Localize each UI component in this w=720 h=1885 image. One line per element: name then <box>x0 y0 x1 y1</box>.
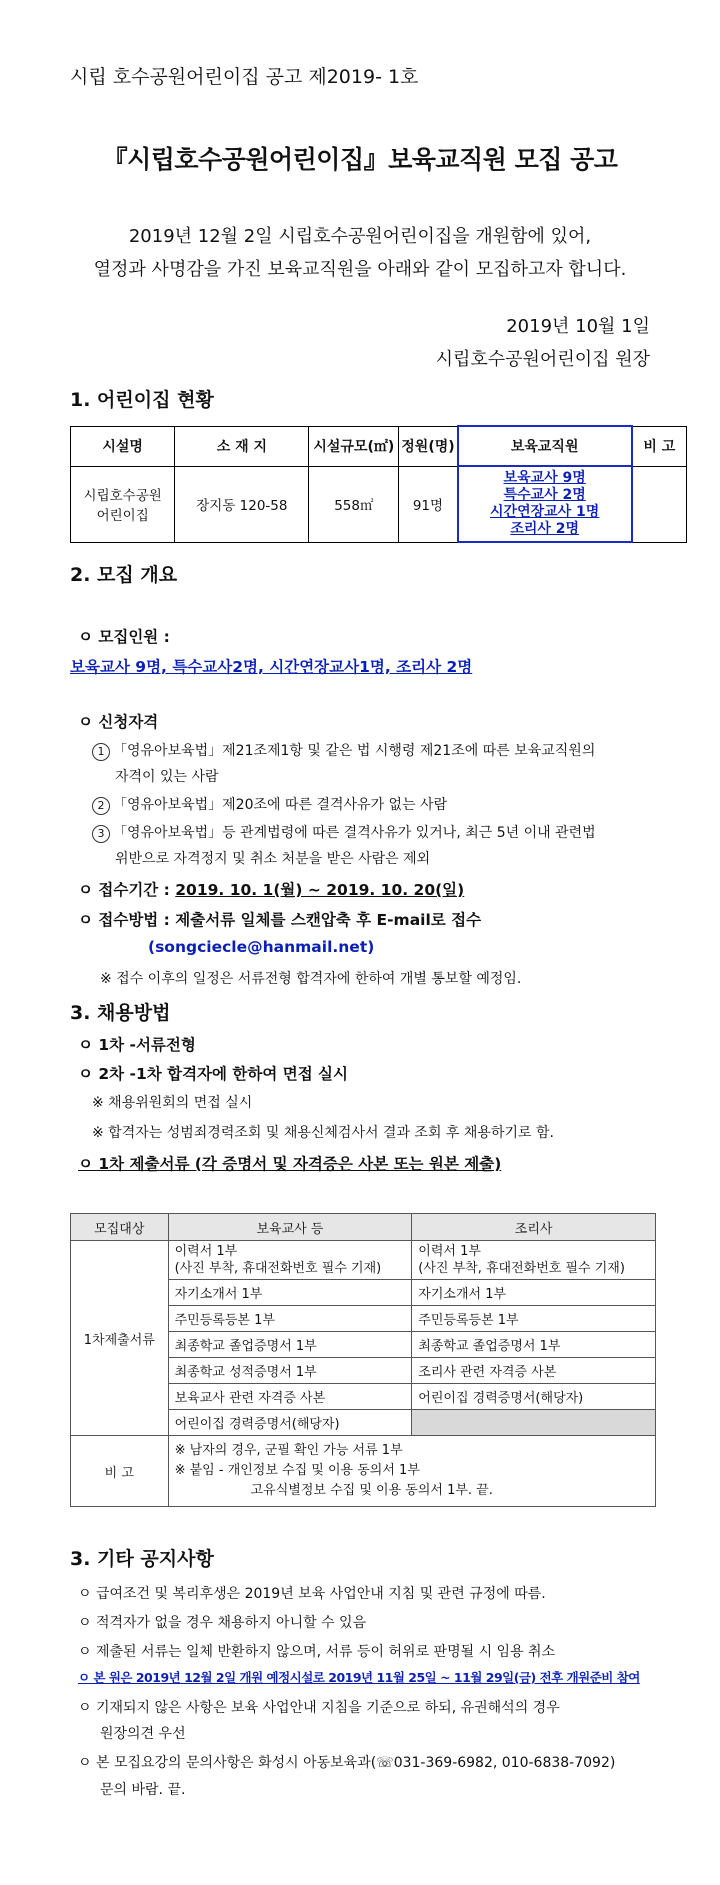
cell-capacity: 91명 <box>399 466 458 542</box>
docs-cell: 보육교사 관련 자격증 사본 <box>168 1384 412 1410</box>
cell-note <box>632 466 687 542</box>
remark-cell: ※ 남자의 경우, 군필 확인 가능 서류 1부 ※ 붙임 - 개인정보 수집 및 이용 동의서 1부 고유식별정보 수집 및 이용 동의서 1부. 끝. <box>168 1436 655 1507</box>
docs-header-target: 모집대상 <box>71 1214 169 1241</box>
docs-cell-empty <box>412 1410 656 1436</box>
step-1: ㅇ 1차 -서류전형 <box>78 1036 196 1054</box>
docs-cell: 자기소개서 1부 <box>412 1280 656 1306</box>
header-staff: 보육교직원 <box>458 426 632 466</box>
recruit-label: ㅇ 모집인원 : <box>78 628 170 646</box>
cell-location: 장지동 120-58 <box>175 466 309 542</box>
qualification-1-cont: 자격이 있는 사람 <box>115 769 219 785</box>
docs-cell: 최종학교 졸업증명서 1부 <box>168 1332 412 1358</box>
header-name: 시설명 <box>71 426 175 466</box>
step-2: ㅇ 2차 -1차 합격자에 한하여 면접 실시 <box>78 1065 349 1083</box>
docs-cell: 어린이집 경력증명서(해당자) <box>168 1410 412 1436</box>
notice-item-1: ㅇ 급여조건 및 복리후생은 2019년 보육 사업안내 지침 및 관련 규정에 따름. <box>78 1586 546 1602</box>
documents-table <box>70 1213 656 1507</box>
qualification-2: 2 「영유아보육법」제20조에 따른 결격사유가 없는 사람 <box>92 794 447 815</box>
email-link[interactable]: (songciecle@hanmail.net) <box>148 938 375 956</box>
facility-table <box>70 425 687 543</box>
period-row: ㅇ 접수기간 : 2019. 10. 1(월) ~ 2019. 10. 20(일) <box>78 881 465 899</box>
docs-cell: 주민등록등본 1부 <box>168 1306 412 1332</box>
qualification-3: 3 「영유아보육법」등 관계법령에 따른 결격사유가 있거나, 최근 5년 이내 관련법 <box>92 822 596 843</box>
header-capacity: 정원(명) <box>399 426 458 466</box>
recruit-value: 보육교사 9명, 특수교사2명, 시간연장교사1명, 조리사 2명 <box>70 658 473 676</box>
docs-header-cook: 조리사 <box>412 1214 656 1241</box>
notice-number: 시립 호수공원어린이집 공고 제2019- 1호 <box>70 66 419 88</box>
docs-cell: 조리사 관련 자격증 사본 <box>412 1358 656 1384</box>
section-1-title: 1. 어린이집 현황 <box>70 389 214 411</box>
section-3-title: 3. 채용방법 <box>70 1002 171 1024</box>
header-location: 소 재 지 <box>175 426 309 466</box>
qualification-3-cont: 위반으로 자격정지 및 취소 처분을 받은 사람은 제외 <box>115 851 431 867</box>
docs-cell: 이력서 1부 (사진 부착, 휴대전화번호 필수 기재) <box>168 1241 412 1280</box>
docs-cell: 주민등록등본 1부 <box>412 1306 656 1332</box>
qualification-label: ㅇ 신청자격 <box>78 713 159 731</box>
notice-item-3: ㅇ 제출된 서류는 일체 반환하지 않으며, 서류 등이 허위로 판명될 시 임용 취소 <box>78 1644 556 1660</box>
section-2-title: 2. 모집 개요 <box>70 564 178 586</box>
schedule-note: ※ 접수 이후의 일정은 서류전형 합격자에 한하여 개별 통보할 예정임. <box>100 971 522 987</box>
page-title: 『시립호수공원어린이집』보육교직원 모집 공고 <box>102 145 618 174</box>
docs-header-teacher: 보육교사 등 <box>168 1214 412 1241</box>
docs-cell: 최종학교 졸업증명서 1부 <box>412 1332 656 1358</box>
qualification-1: 1 「영유아보육법」제21조제1항 및 같은 법 시행령 제21조에 따른 보육교직원의 <box>92 740 595 761</box>
intro-line-2: 열정과 사명감을 가진 보육교직원을 아래와 같이 모집하고자 합니다. <box>93 259 627 280</box>
hiring-note: ※ 합격자는 성범죄경력조회 및 채용신체검사서 결과 조회 후 채용하기로 함. <box>92 1125 554 1141</box>
notice-item-6-cont: 문의 바람. 끝. <box>100 1782 186 1798</box>
cell-size: 558㎡ <box>309 466 399 542</box>
cell-name: 시립호수공원 어린이집 <box>71 466 175 542</box>
header-size: 시설규모(㎡) <box>309 426 399 466</box>
remark-label: 비 고 <box>71 1436 169 1507</box>
cell-staff: 보육교사 9명 특수교사 2명 시간연장교사 1명 조리사 2명 <box>458 466 632 542</box>
method-row: ㅇ 접수방법 : 제출서류 일체를 스캔압축 후 E-mail로 접수 <box>78 911 482 929</box>
docs-cell: 어린이집 경력증명서(해당자) <box>412 1384 656 1410</box>
documents-title: ㅇ 1차 제출서류 (각 증명서 및 자격증은 사본 또는 원본 제출) <box>78 1155 502 1173</box>
issuer: 시립호수공원어린이집 원장 <box>435 349 650 370</box>
notice-item-5-cont: 원장의견 우선 <box>100 1726 186 1742</box>
header-note: 비 고 <box>632 426 687 466</box>
notice-item-6: ㅇ 본 모집요강의 문의사항은 화성시 아동보육과(☏031-369-6982, 010-6838-7092) <box>78 1755 616 1771</box>
notice-item-5: ㅇ 기재되지 않은 사항은 보육 사업안내 지침을 기준으로 하되, 유권해석의 경우 <box>78 1700 560 1716</box>
notice-date: 2019년 10월 1일 <box>506 316 650 337</box>
docs-category: 1차제출서류 <box>71 1241 169 1436</box>
section-4-title: 3. 기타 공지사항 <box>70 1548 214 1570</box>
interview-note: ※ 채용위원회의 면접 실시 <box>92 1095 253 1111</box>
docs-cell: 이력서 1부 (사진 부착, 휴대전화번호 필수 기재) <box>412 1241 656 1280</box>
docs-cell: 최종학교 성적증명서 1부 <box>168 1358 412 1384</box>
docs-cell: 자기소개서 1부 <box>168 1280 412 1306</box>
intro-line-1: 2019년 12월 2일 시립호수공원어린이집을 개원함에 있어, <box>128 226 592 247</box>
notice-item-2: ㅇ 적격자가 없을 경우 채용하지 아니할 수 있음 <box>78 1615 367 1631</box>
notice-highlight: ㅇ 본 원은 2019년 12월 2일 개원 예정시설로 2019년 11월 25일 ~ 11월 29일(금) 전후 개원준비 참여 <box>78 1670 640 1685</box>
